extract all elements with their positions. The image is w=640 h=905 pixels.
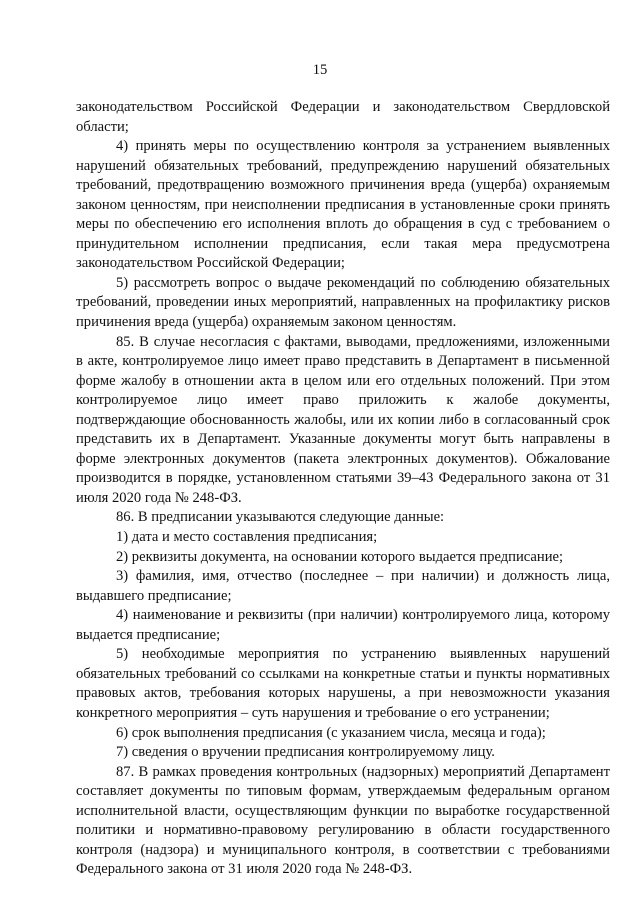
clause-86-item-7: 7) сведения о вручении предписания контролируемому лицу.: [116, 744, 495, 761]
page-number: 15: [312, 62, 328, 78]
clause-86-item-6: 6) срок выполнения предписания (с указанием числа, месяца и года);: [116, 724, 546, 741]
list-item-4: 4) принять меры по осуществлению контроля за устранением выявленных нарушений обязательных требований, предупреждению нарушений обязательных требований, предотвращению возможного причинения вреда (ущерба) охраняемым законом ценностям, при неисполнении предписания в установленные сроки принять меры по обеспечению его исполнения вплоть до обращения в суд с требованием о принудительном исполнении предписания, если такая мера предусмотрена законодательством Российской Федерации;: [76, 138, 610, 272]
paragraph-continuation: законодательством Российской Федерации и законодательством Свердловской области;: [76, 99, 610, 135]
clause-86: 86. В предписании указываются следующие данные:: [116, 509, 445, 526]
document-body: [76, 98, 610, 880]
clause-86-item-4: 4) наименование и реквизиты (при наличии) контролируемого лица, которому выдается предписание;: [76, 607, 610, 643]
clause-86-item-3: 3) фамилия, имя, отчество (последнее – при наличии) и должность лица, выдавшего предписание;: [76, 568, 610, 604]
clause-86-item-1: 1) дата и место составления предписания;: [116, 529, 378, 546]
clause-86-item-5: 5) необходимые мероприятия по устранению выявленных нарушений обязательных требований со ссылками на конкретные статьи и пункты нормативных правовых актов, требования которых нарушены, а при невозможности указания конкретного мероприятия – суть нарушения и требование о его устранении;: [76, 646, 610, 721]
clause-85: 85. В случае несогласия с фактами, выводами, предложениями, изложенными в акте, контролируемое лицо имеет право представить в Департамент в письменной форме жалобу в отношении акта в целом или его отдельных положений. При этом контролируемое лицо имеет право приложить к жалобе документы, подтверждающие обоснованность жалобы, или их копии либо в согласованный срок представить их в Департамент. Указанные документы могут быть направлены в форме электронных документов (пакета электронных документов). Обжалование производится в порядке, установленном статьями 39–43 Федерального закона от 31 июля 2020 года № 248-ФЗ.: [76, 333, 610, 506]
clause-86-item-2: 2) реквизиты документа, на основании которого выдается предписание;: [116, 548, 564, 565]
clause-87: 87. В рамках проведения контрольных (надзорных) мероприятий Департамент составляет документы по типовым формам, утверждаемым федеральным органом исполнительной власти, осуществляющим функции по выработке государственной политики и нормативно-правовому регулированию в области государственного контроля (надзора) и муниципального контроля, в соответствии с требованиями Федерального закона от 31 июля 2020 года № 248-ФЗ.: [76, 763, 610, 878]
list-item-5: 5) рассмотреть вопрос о выдаче рекомендаций по соблюдению обязательных требований, проведении иных мероприятий, направленных на профилактику рисков причинения вреда (ущерба) охраняемым законом ценностям.: [76, 274, 610, 331]
